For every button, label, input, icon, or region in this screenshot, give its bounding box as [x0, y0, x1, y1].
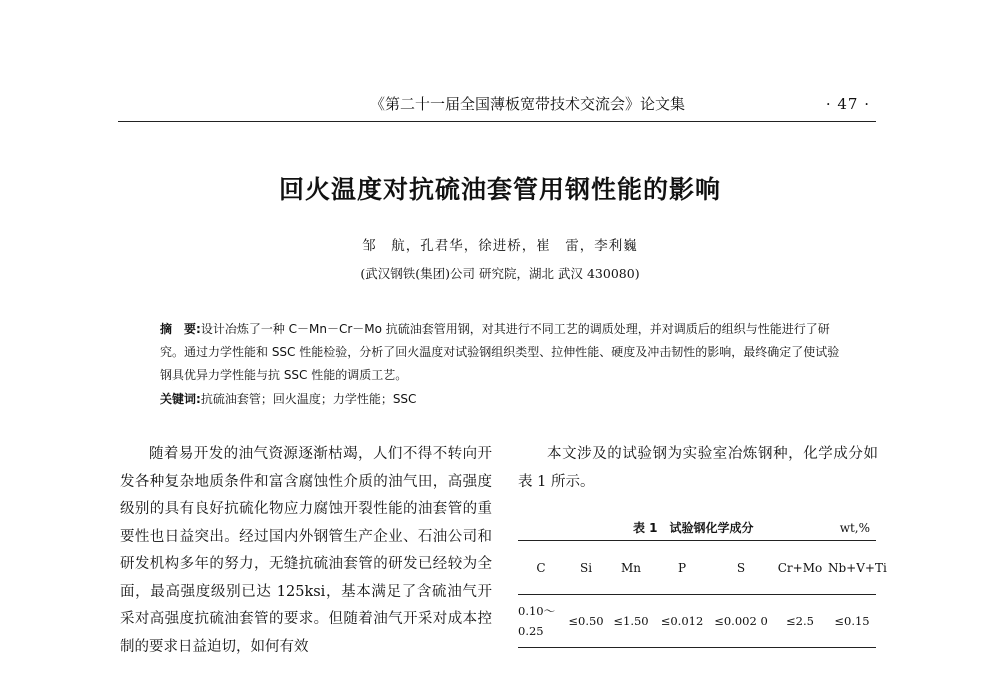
cell-p: ≤0.012: [654, 595, 710, 648]
body-left-column: [120, 441, 492, 661]
materials-paragraph: 本文涉及的试验钢为实验室冶炼钢种，化学成分如表 1 所示。: [518, 446, 878, 490]
abstract-label: 摘 要:: [160, 322, 201, 336]
table-header-row: [518, 541, 876, 595]
col-header-s: S: [710, 541, 772, 595]
table-unit: wt,%: [839, 521, 870, 535]
col-header-p: P: [654, 541, 710, 595]
cell-s: ≤0.002 0: [710, 595, 772, 648]
affiliation: (武汉钢铁(集团)公司 研究院，湖北 武汉 430080): [360, 266, 640, 281]
keywords-text: 抗硫油套管；回火温度；力学性能；SSC: [200, 392, 417, 406]
header-rule: [118, 121, 876, 122]
page-number: · 47 ·: [825, 95, 870, 113]
keywords-label: 关键词:: [160, 392, 201, 406]
body-right-column: [518, 441, 878, 496]
col-header-nbvti: Nb+V+Ti: [828, 541, 876, 595]
keywords: [160, 388, 850, 411]
abstract: [160, 318, 850, 387]
paper-title: 回火温度对抗硫油套管用钢性能的影响: [278, 175, 721, 204]
col-header-mn: Mn: [608, 541, 654, 595]
cell-crmo: ≤2.5: [772, 595, 828, 648]
col-header-crmo: Cr+Mo: [772, 541, 828, 595]
intro-paragraph: 随着易开发的油气资源逐渐枯竭，人们不得不转向开发各种复杂地质条件和富含腐蚀性介质的油气田，高强度级别的具有良好抗硫化物应力腐蚀开裂性能的油套管的重要性也日益突出。经过国内外钢管生产企业、石油公司和研发机构多年的努力，无缝抗硫油套管的研发已经较为全面，最高强度级别已达 125ksi，基本满足了含硫油气开采对高强度抗硫油套管的要求。但随着油气开采对成本控制的要求日益迫切，如何有效: [120, 446, 492, 655]
running-header: [118, 92, 878, 116]
table-row: [518, 595, 876, 648]
cell-si: ≤0.50: [564, 595, 608, 648]
cell-mn: ≤1.50: [608, 595, 654, 648]
table-caption: 表 1 试验钢化学成分: [633, 521, 754, 535]
table-caption-row: [518, 518, 878, 538]
cell-c: 0.10～0.25: [518, 595, 564, 648]
composition-table: [518, 540, 887, 648]
col-header-si: Si: [564, 541, 608, 595]
cell-nbvti: ≤0.15: [828, 595, 876, 648]
journal-title: 《第二十一届全国薄板宽带技术交流会》论文集: [370, 95, 686, 113]
author-list: 邹 航，孔君华，徐进桥，崔 雷，李利巍: [362, 238, 638, 254]
abstract-text: 设计冶炼了一种 C－Mn－Cr－Mo 抗硫油套管用钢，对其进行不同工艺的调质处理，并对调质后的组织与性能进行了研究。通过力学性能和 SSC 性能检验，分析了回火温度对试验钢组织类型、拉伸性能、硬度及冲击韧性的影响，最终确定了使试验钢具优异力学性能与抗 SSC 性能的调质工艺。: [160, 322, 840, 382]
col-header-c: C: [518, 541, 564, 595]
